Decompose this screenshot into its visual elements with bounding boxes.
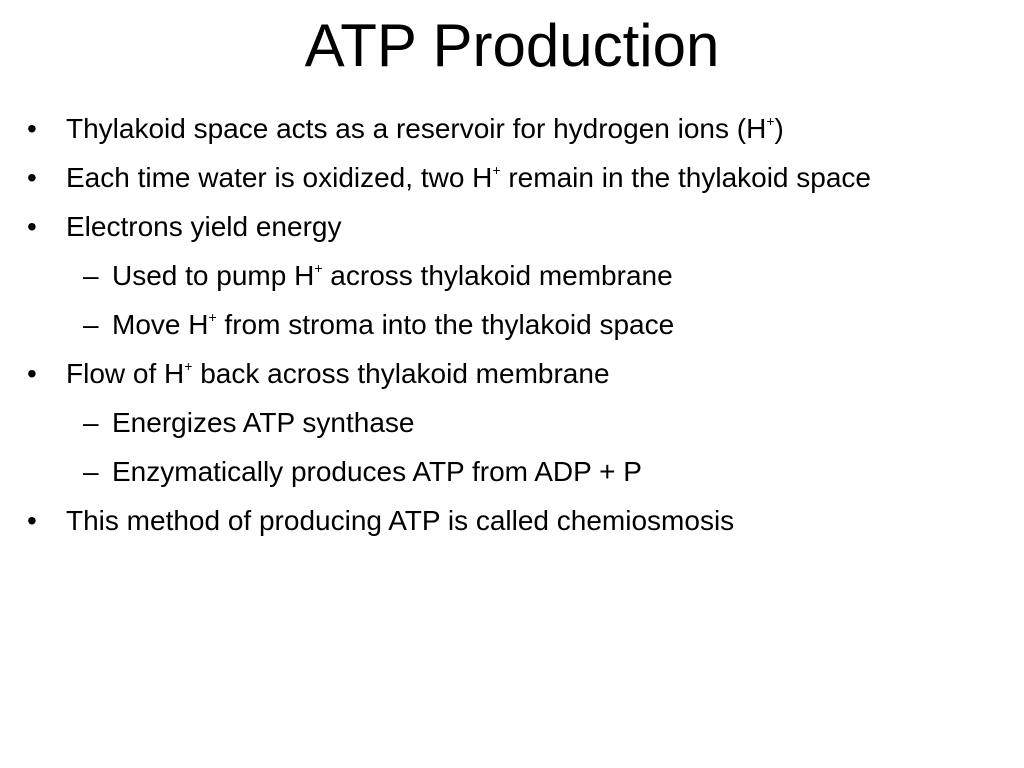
sub-bullet-text: Used to pump H: [112, 260, 315, 291]
superscript: +: [184, 358, 193, 374]
superscript: +: [766, 113, 775, 129]
sub-bullet-item: [0, 453, 1024, 491]
sub-bullet-item: [0, 404, 1024, 442]
sub-bullet-text: Enzymatically produces ATP from ADP + P: [112, 456, 642, 487]
bullet-item: [0, 208, 1024, 246]
sub-bullet-marker: –: [83, 407, 99, 438]
bullet-text: This method of producing ATP is called chemiosmosis: [66, 505, 735, 536]
bullet-text-after: ): [774, 113, 784, 144]
bullet-marker: •: [27, 162, 37, 193]
bullet-item: [0, 159, 1024, 197]
sub-bullet-text: Energizes ATP synthase: [112, 407, 415, 438]
sub-bullet-marker: –: [83, 309, 99, 340]
superscript: +: [208, 309, 217, 325]
bullet-item: [0, 110, 1024, 148]
bullet-text: Flow of H: [66, 358, 185, 389]
bullet-text-after: remain in the thylakoid space: [500, 162, 872, 193]
sub-bullet-item: [0, 306, 1024, 344]
superscript: +: [492, 162, 501, 178]
bullet-marker: •: [27, 358, 37, 389]
bullet-marker: •: [27, 505, 37, 536]
sub-bullet-marker: –: [83, 260, 99, 291]
sub-bullet-item: [0, 257, 1024, 295]
sub-bullet-text-after: across thylakoid membrane: [322, 260, 673, 291]
sub-bullet-text: Move H: [112, 309, 209, 340]
slide-title: ATP Production: [304, 12, 720, 79]
superscript: +: [314, 260, 323, 276]
bullet-marker: •: [27, 113, 37, 144]
bullet-text-after: back across thylakoid membrane: [192, 358, 610, 389]
sub-bullet-text-after: from stroma into the thylakoid space: [216, 309, 675, 340]
bullet-item: [0, 355, 1024, 393]
sub-bullet-marker: –: [83, 456, 99, 487]
bullet-text: Electrons yield energy: [66, 211, 342, 242]
bullet-text: Each time water is oxidized, two H: [66, 162, 493, 193]
bullet-item: [0, 502, 1024, 540]
bullet-list: [0, 110, 1024, 551]
bullet-marker: •: [27, 211, 37, 242]
bullet-text: Thylakoid space acts as a reservoir for hydrogen ions (H: [66, 113, 767, 144]
